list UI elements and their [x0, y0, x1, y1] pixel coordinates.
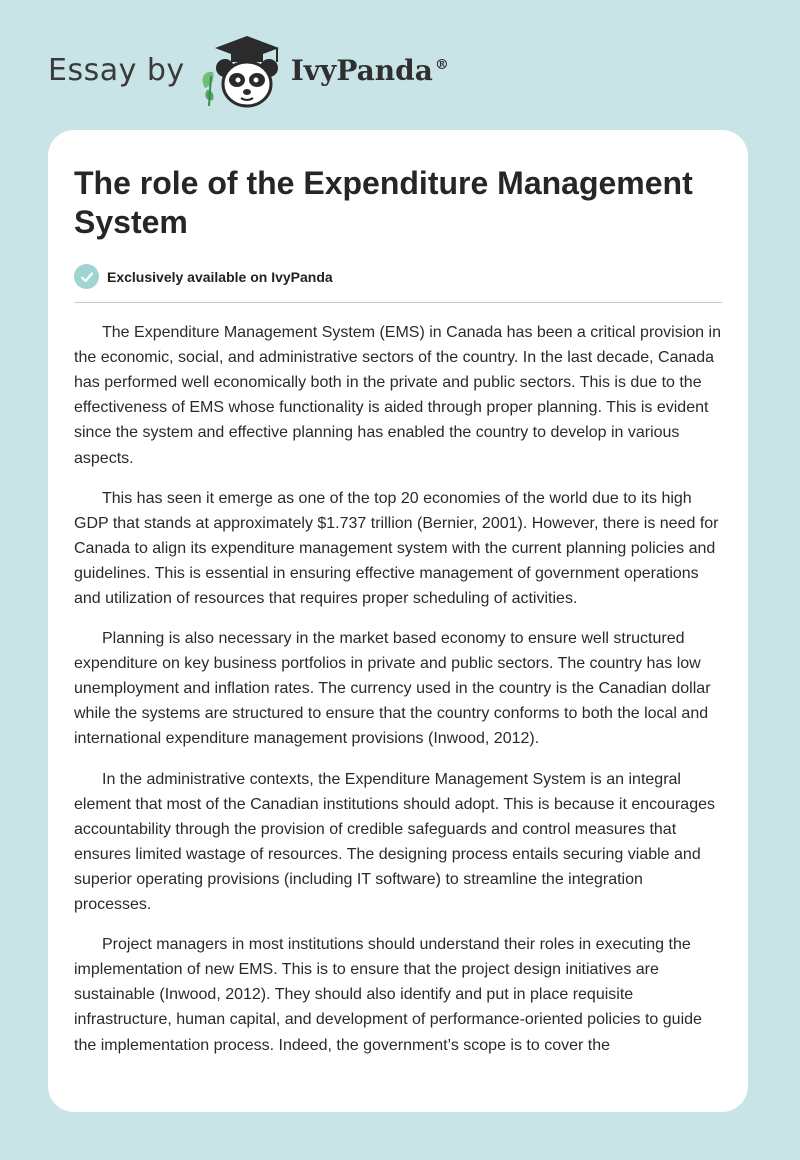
check-icon [74, 264, 99, 289]
article-title: The role of the Expenditure Management System [74, 165, 693, 241]
paragraph: Planning is also necessary in the market based economy to ensure well structured expenditure on key business portfolios in private and public sectors. The country has low unemployment and inflation rates. The currency used in the country is the Canadian dollar while the systems are structured to ensure that the country conforms to both the local and international expenditure management provisions (Inwood, 2012). [74, 630, 711, 748]
site-header [48, 30, 449, 110]
paragraph: This has seen it emerge as one of the top 20 economies of the world due to its high GDP that stands at approximately $1.737 trillion (Bernier, 2001). However, there is need for Canada to align its expenditure management system with the current planning policies and guidelines. This is essential in ensuring effective management of government operations and utilization of resources that requires proper scheduling of activities. [74, 489, 719, 607]
article-body [74, 320, 722, 1058]
exclusive-badge [74, 264, 722, 289]
paragraph: Project managers in most institutions should understand their roles in executing the implementation of new EMS. This is to ensure that the project design initiatives are sustainable (Inwood, 2012). They should also identify and put in place requisite infrastructure, human capital, and development of performance-oriented policies to guide the implementation process. Indeed, the government’s scope is to cover the [74, 936, 702, 1054]
essay-by-label: Essay by [48, 52, 185, 88]
paragraph: The Expenditure Management System (EMS) in Canada has been a critical provision in the economic, social, and administrative sectors of the country. In the last decade, Canada has performed well economically both in the private and public sectors. This is due to the effectiveness of EMS whose functionality is aided through proper planning. This is evident since the system and effective planning has enabled the country to develop in various aspects. [74, 324, 721, 467]
article-card [48, 130, 748, 1112]
paragraph: In the administrative contexts, the Expenditure Management System is an integral element that most of the Canadian institutions should adopt. This is because it encourages accountability through the provision of credible safeguards and control measures that ensures limited wastage of resources. The designing process entails securing viable and superior operating provisions (including IT software) to streamline the integration processes. [74, 770, 715, 914]
panda-logo-icon[interactable] [197, 30, 287, 110]
registered-mark: ® [434, 57, 449, 74]
divider [74, 302, 722, 303]
brand-name[interactable]: IvyPanda ® [290, 53, 449, 87]
exclusive-label: Exclusively available on IvyPanda [107, 268, 333, 285]
